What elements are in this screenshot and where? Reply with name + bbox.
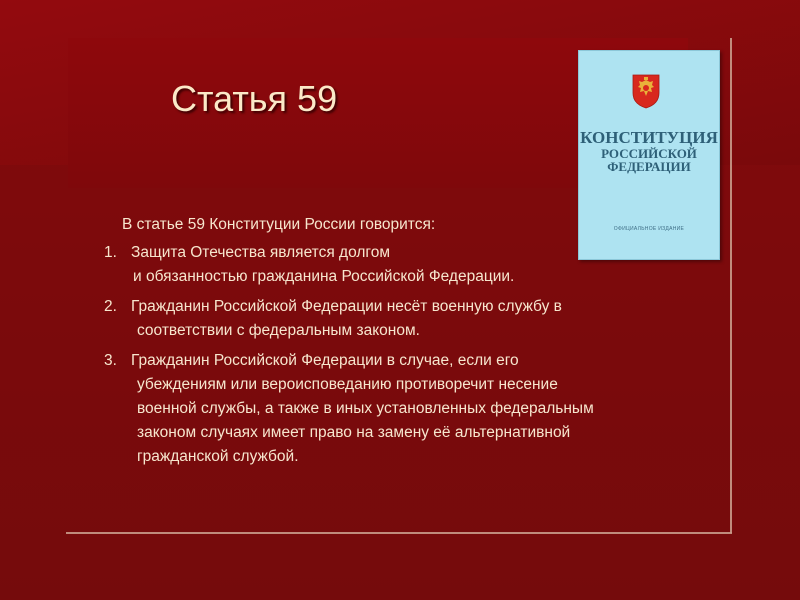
bottom-divider bbox=[66, 532, 732, 534]
list-item bbox=[104, 294, 704, 343]
list-item-number: 2. bbox=[104, 298, 117, 315]
right-divider bbox=[730, 38, 732, 533]
list-item-number: 1. bbox=[104, 244, 117, 261]
list-item-line: военной службы, а также в иных установленных федеральным bbox=[137, 400, 594, 417]
list-item-line: законом случаях имеет право на замену её альтернативной bbox=[137, 424, 571, 441]
list-item-line: и обязанностью гражданина Российской Федерации. bbox=[133, 268, 515, 285]
russian-coat-of-arms-icon bbox=[631, 73, 661, 109]
book-edition-label: ОФИЦИАЛЬНОЕ ИЗДАНИЕ bbox=[613, 226, 685, 232]
article-text bbox=[104, 212, 704, 474]
book-title-line1: КОНСТИТУЦИЯ bbox=[580, 128, 718, 147]
book-title-line3: ФЕДЕРАЦИИ bbox=[607, 159, 691, 175]
list-item-line: соответствии с федеральным законом. bbox=[137, 322, 420, 339]
book-title-line2: РОССИЙСКОЙ bbox=[601, 145, 697, 161]
list-item bbox=[104, 240, 704, 289]
list-item-line: гражданской службой. bbox=[137, 448, 299, 465]
list-item bbox=[104, 348, 704, 469]
list-item-line: Гражданин Российской Федерации несёт военную службу в bbox=[131, 298, 562, 315]
list-item-line: Гражданин Российской Федерации в случае, если его bbox=[131, 352, 519, 369]
intro-text: В статье 59 Конституции России говорится: bbox=[122, 216, 436, 233]
list-item-line: убеждениям или вероисповеданию противоречит несение bbox=[137, 376, 558, 393]
list-item-number: 3. bbox=[104, 352, 117, 369]
list-item-line: Защита Отечества является долгом bbox=[131, 244, 391, 261]
slide-title: Статья 59 bbox=[171, 78, 338, 119]
